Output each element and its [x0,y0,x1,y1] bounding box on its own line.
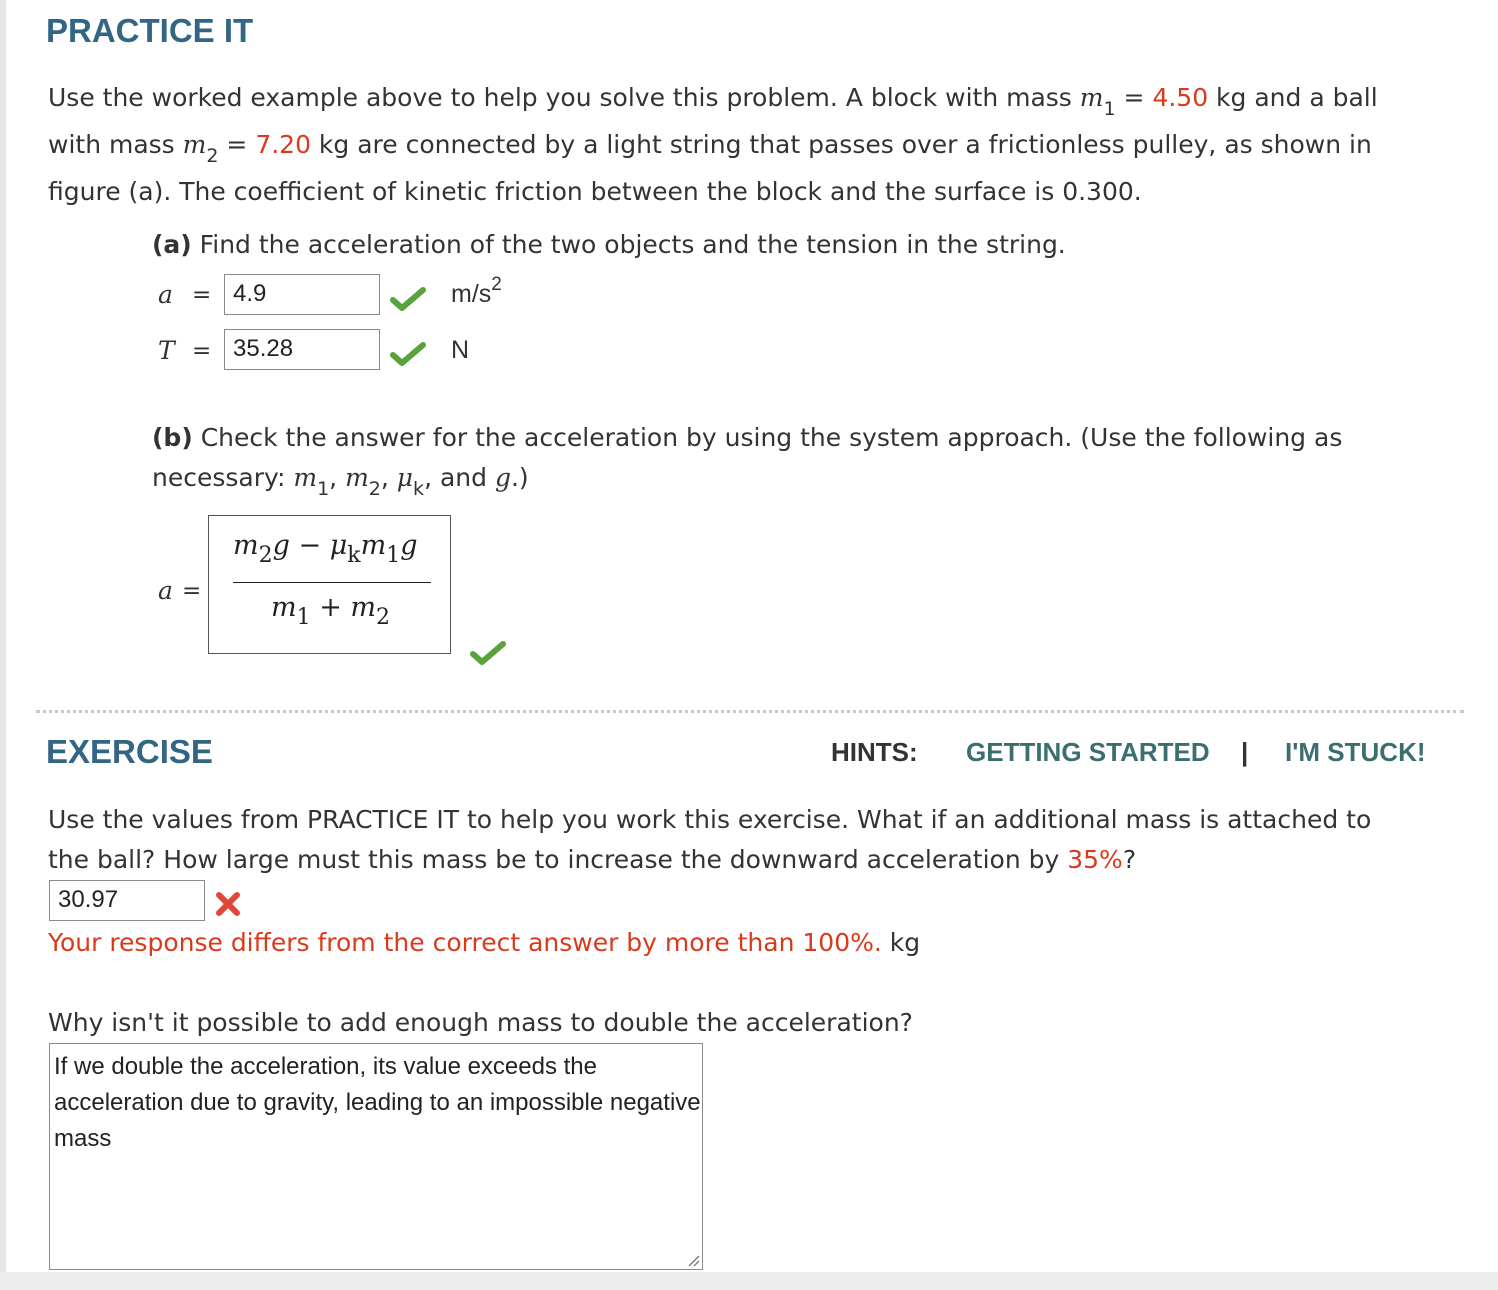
part-a-text: Find the acceleration of the two objects and the tension in the string. [191,230,1066,259]
added-mass-input[interactable]: 30.97 [49,880,205,921]
part-b-text: Check the answer for the acceleration by using the system approach. (Use the following as [192,423,1343,452]
num-m1-sub: 1 [386,543,401,568]
separator: , [380,463,397,492]
acceleration-input[interactable]: 4.9 [224,274,380,315]
why-answer-text: If we double the acceleration, its value exceeds the acceleration due to gravity, leading to an impossible negative mass [54,1053,701,1152]
unit-text: m/s [451,280,492,308]
separator: , and [424,463,495,492]
num-g: g [272,530,290,561]
left-border [0,0,6,1290]
question-percent: 35% [1067,845,1123,874]
question-text: ? [1122,845,1137,874]
question-text: the ball? How large must this mass be to increase the downward acceleration by [48,845,1068,874]
var-m1-sub: 1 [317,478,330,500]
fraction-bar [233,582,431,583]
intro-line-3: figure (a). The coefficient of kinetic friction between the block and the surface is 0.300. [48,177,1142,206]
a-label-b: a [158,576,173,605]
var-mu-sub: k [413,478,425,500]
num-mu: μ [329,530,348,561]
exercise-heading: EXERCISE [46,733,213,770]
why-answer-textarea[interactable] [49,1043,703,1270]
tension-input[interactable]: 35.28 [224,329,380,370]
part-b-label: (b) [152,423,193,452]
tension-unit: N [451,336,470,364]
hint-separator: | [1241,737,1249,767]
formula-numerator [233,530,418,568]
feedback-unit: kg [881,928,921,957]
why-question: Why isn't it possible to add enough mass to double the acceleration? [48,1008,913,1037]
var-m2: m [345,463,369,492]
unit-superscript: 2 [491,274,502,295]
hints-label: HINTS: [831,737,918,767]
equals-sign: = [1115,83,1153,112]
num-m1: m [360,530,387,561]
feedback-message: Your response differs from the correct answer by more than 100%. [48,928,882,957]
intro-text: Use the worked example above to help you solve this problem. A block with mass [48,83,1080,112]
hint-im-stuck-link[interactable]: I'M STUCK! [1285,737,1426,767]
m2-subscript: 2 [206,145,219,167]
section-divider [36,710,1464,713]
exercise-question-line-1: Use the values from PRACTICE IT to help you work this exercise. What if an additional mass is attached to [48,805,1372,834]
bottom-border [0,1272,1498,1290]
intro-text: kg and a ball [1208,83,1378,112]
den-plus: + [319,592,342,623]
T-equals: = [192,338,212,364]
part-b-text-end: .) [510,463,529,492]
correct-check-icon [390,286,426,312]
part-a-label: (a) [152,230,192,259]
acceleration-unit [451,274,502,309]
part-b-prompt-line-2 [152,454,529,504]
num-m2-sub: 2 [258,543,273,568]
m2-symbol: m [182,130,207,159]
a-equals: = [192,282,212,308]
equals-sign: = [218,130,256,159]
part-b-text: necessary: [152,463,294,492]
den-m2: m [350,592,377,623]
num-g: g [400,530,418,561]
a-label: a [158,280,173,309]
m1-subscript: 1 [1103,98,1116,120]
num-minus: − [298,530,322,561]
correct-check-icon [470,640,506,666]
den-m2-sub: 2 [376,605,391,630]
separator: , [329,463,346,492]
m2-value: 7.20 [255,130,311,159]
m1-symbol: m [1079,83,1104,112]
correct-check-icon [390,341,426,367]
var-m1: m [293,463,318,492]
intro-text: kg are connected by a light string that passes over a frictionless pulley, as shown in [310,130,1372,159]
feedback-line [48,919,920,966]
var-mu: μ [396,463,414,492]
T-label: T [158,336,175,365]
intro-line-1 [48,74,1378,124]
den-m1-sub: 1 [296,605,311,630]
part-a-prompt [152,221,1066,268]
intro-line-2 [48,121,1372,171]
m1-value: 4.50 [1152,83,1209,112]
num-mu-sub: k [347,543,361,568]
formula-denominator [271,592,391,630]
intro-text: with mass [48,130,183,159]
var-g: g [494,463,511,492]
den-m1: m [271,592,297,623]
practice-heading: PRACTICE IT [46,12,254,49]
hint-getting-started-link[interactable]: GETTING STARTED [966,737,1210,767]
resize-grip-icon[interactable] [686,1253,700,1267]
incorrect-x-icon [214,891,242,917]
a-equals-b: = [182,578,202,604]
formula-input[interactable] [208,515,451,654]
num-m2: m [233,530,259,561]
exercise-question-line-2 [48,836,1136,883]
var-m2-sub: 2 [368,478,381,500]
